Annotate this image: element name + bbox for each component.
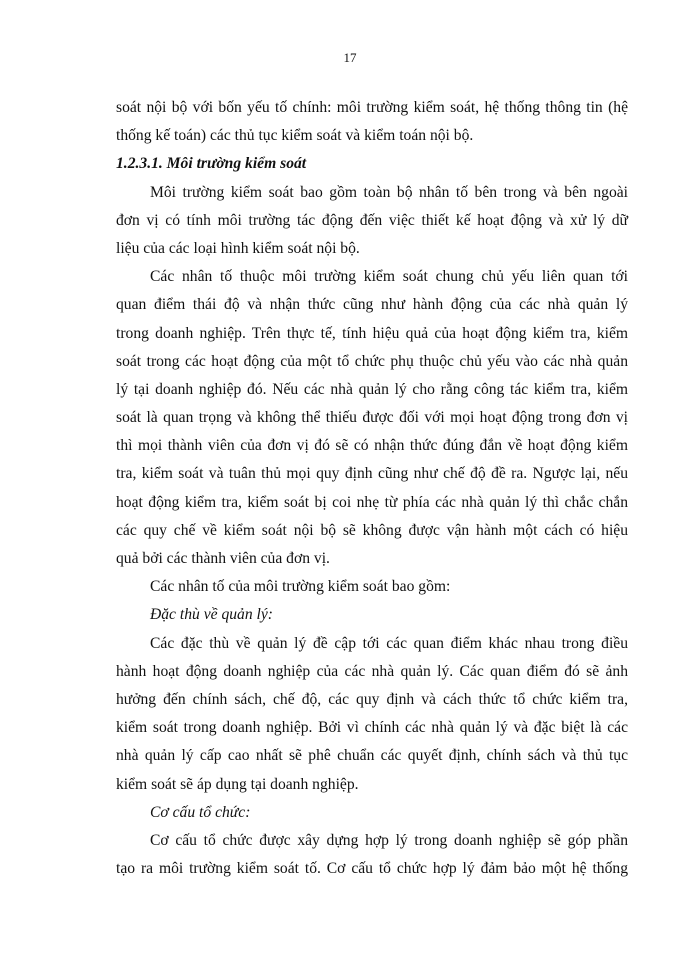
text-line: tạo ra môi trường kiểm soát tố. Cơ cấu tổ chức hợp lý đảm bảo một hệ thống	[116, 860, 628, 878]
text-line: đơn vị có tính môi trường tác động đến việc thiết kế hoạt động và xử lý dữ	[116, 211, 628, 229]
text-line: lý tại doanh nghiệp đó. Nếu các nhà quản lý cho rằng công tác kiểm tra, kiểm	[116, 380, 628, 398]
text-line: soát là quan trọng và không thể thiếu được đối với mọi hoạt động trong đơn vị	[116, 409, 628, 427]
text-line: hoạt động kiểm tra, kiểm soát bị coi nhẹ từ phía các nhà quản lý thì chắc chắn	[116, 493, 628, 511]
text-line: Môi trường kiểm soát bao gồm toàn bộ nhân tố bên trong và bên ngoài	[150, 183, 628, 201]
text-line: Các nhân tố thuộc môi trường kiểm soát chung chủ yếu liên quan tới	[150, 268, 628, 286]
section-heading: 1.2.3.1. Môi trường kiểm soát	[116, 155, 307, 173]
text-line: hưởng đến chính sách, chế độ, các quy định và cách thức tổ chức kiểm tra,	[116, 690, 628, 708]
text-line: Các nhân tố của môi trường kiểm soát bao gồm:	[150, 578, 451, 596]
subsection-label: Đặc thù về quản lý:	[150, 606, 273, 624]
document-body	[116, 94, 628, 883]
text-line: các quy chế về kiểm soát nội bộ sẽ không được vận hành một cách có hiệu	[116, 521, 628, 539]
text-line: thì mọi thành viên của đơn vị đó sẽ có nhận thức đúng đắn về hoạt động kiểm	[116, 437, 628, 455]
text-line: soát nội bộ với bốn yếu tố chính: môi trường kiểm soát, hệ thống thông tin (hệ	[116, 99, 628, 116]
text-line: thống kế toán) các thủ tục kiểm soát và kiểm toán nội bộ.	[116, 127, 474, 145]
text-line: kiểm soát trong doanh nghiệp. Bởi vì chính các nhà quản lý và đặc biệt là các	[116, 719, 628, 737]
text-line: kiểm soát sẽ áp dụng tại doanh nghiệp.	[116, 775, 359, 793]
text-line: trong doanh nghiệp. Trên thực tế, tính hiệu quả của hoạt động kiểm tra, kiểm	[116, 324, 628, 342]
text-line: Cơ cấu tổ chức được xây dựng hợp lý trong doanh nghiệp sẽ góp phần	[150, 831, 628, 849]
text-line: tra, kiểm soát và tuân thủ mọi quy định cũng như chế độ đề ra. Ngược lại, nếu	[116, 465, 628, 483]
text-line: Các đặc thù về quản lý đề cập tới các quan điểm khác nhau trong điều	[150, 634, 628, 652]
text-line: liệu của các loại hình kiểm soát nội bộ.	[116, 239, 360, 257]
text-line: nhà quản lý cấp cao nhất sẽ phê chuẩn các quyết định, chính sách và thủ tục	[116, 747, 628, 765]
text-line: soát trong các hoạt động của một tổ chức phụ thuộc chủ yếu vào các nhà quản	[116, 352, 628, 370]
subsection-label: Cơ cấu tổ chức:	[150, 803, 251, 821]
text-line: quả bởi các thành viên của đơn vị.	[116, 550, 330, 567]
page-number: 17	[343, 50, 357, 65]
text-line: quan điểm thái độ và nhận thức cũng như hành động của các nhà quản lý	[116, 296, 628, 314]
text-line: hành hoạt động doanh nghiệp của các nhà quản lý. Các quan điểm đó sẽ ảnh	[116, 662, 628, 680]
